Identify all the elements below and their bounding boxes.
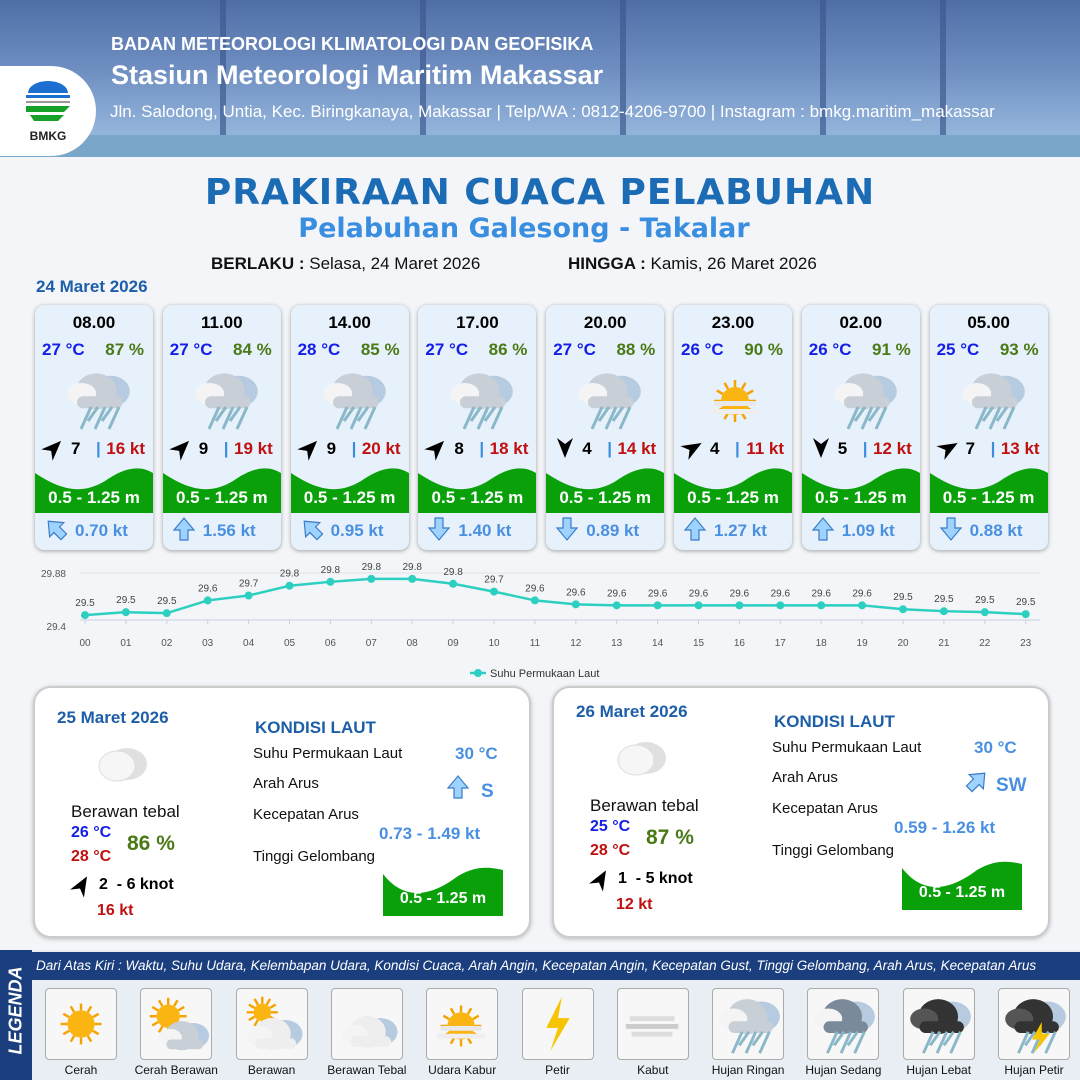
sst-value: 30 °C (455, 744, 498, 763)
legend (0, 950, 1080, 1080)
card-temperature: 27 °C (169, 340, 213, 359)
wind-direction-icon (171, 437, 191, 459)
x-tick: 13 (611, 638, 623, 649)
data-label: 29.5 (975, 595, 995, 607)
card-gust: 12 kt (873, 439, 912, 458)
data-label: 29.6 (729, 588, 750, 600)
temp-min: 26 °C (71, 824, 112, 841)
card-current-speed: 1.27 kt (714, 521, 767, 540)
data-label: 29.6 (606, 588, 627, 600)
data-point (858, 601, 866, 609)
data-label: 29.6 (811, 588, 831, 600)
legend-item-label: Kabut (637, 1063, 669, 1077)
x-tick: 14 (652, 638, 664, 649)
moderate-rain-icon (807, 988, 879, 1060)
overcast-icon (612, 734, 672, 784)
forecast-card (291, 305, 409, 550)
card-temperature: 26 °C (808, 340, 852, 359)
card-gust: 18 kt (489, 439, 529, 458)
card-wind-speed: 4 (710, 439, 720, 458)
station-name: Stasiun Meteorologi Maritim Makassar (111, 60, 604, 90)
divider: | (96, 439, 101, 458)
current-direction-label: Arah Arus (772, 769, 838, 786)
card-humidity: 93 % (999, 340, 1039, 359)
data-point (940, 607, 948, 615)
card-time: 05.00 (967, 313, 1010, 332)
current-direction-icon (938, 516, 964, 542)
card-temperature: 26 °C (681, 340, 724, 359)
daily-forecast-panel (33, 686, 531, 938)
x-tick: 18 (815, 638, 827, 649)
rain-icon (828, 363, 898, 433)
wind-direction-icon (426, 437, 446, 459)
card-current-speed: 0.89 kt (586, 521, 640, 540)
legend-item-label: Udara Kabur (428, 1063, 497, 1077)
current-direction-value: S (481, 781, 494, 802)
data-label: 29.6 (852, 588, 872, 600)
sea-condition-title: KONDISI LAUT (774, 712, 895, 731)
divider: | (990, 439, 996, 458)
data-label: 29.8 (402, 561, 422, 573)
temp-max: 28 °C (590, 842, 631, 859)
x-tick: 07 (365, 638, 377, 649)
card-wave-height: 0.5 - 1.25 m (303, 488, 396, 507)
wind-direction-icon (810, 437, 830, 459)
divider: | (351, 439, 357, 458)
card-time: 14.00 (328, 313, 371, 332)
data-point (286, 582, 294, 590)
data-point (490, 588, 498, 596)
card-current-speed: 1.40 kt (458, 521, 512, 540)
data-label: 29.5 (893, 592, 913, 604)
x-tick: 06 (324, 638, 336, 649)
x-tick: 21 (938, 638, 950, 649)
card-wind-speed: 8 (454, 439, 464, 458)
data-point (899, 605, 907, 613)
card-temperature: 25 °C (936, 340, 980, 359)
humidity: 87 % (646, 826, 694, 849)
legend-item-label: Petir (545, 1063, 570, 1077)
card-wave-height: 0.5 - 1.25 m (431, 488, 524, 507)
data-point (408, 575, 416, 583)
data-label: 29.6 (688, 588, 709, 600)
x-tick: 19 (856, 638, 868, 649)
sst-value: 30 °C (974, 738, 1017, 757)
card-humidity: 84 % (233, 340, 272, 359)
rain-icon (444, 363, 514, 433)
legend-item-label: Hujan Petir (1004, 1063, 1064, 1077)
card-wave-height: 0.5 - 1.25 m (687, 488, 779, 507)
divider: | (479, 439, 485, 458)
day1-date: 24 Maret 2026 (36, 277, 148, 296)
divider: | (607, 439, 612, 458)
cloudy-icon (236, 988, 308, 1060)
x-tick: 09 (447, 638, 459, 649)
data-point (817, 601, 825, 609)
card-wind-speed: 7 (965, 439, 976, 458)
card-current-speed: 0.88 kt (969, 521, 1023, 540)
card-temperature: 27 °C (553, 340, 596, 359)
wave-value: 0.5 - 1.25 m (399, 890, 487, 907)
wave-value: 0.5 - 1.25 m (918, 884, 1006, 901)
card-humidity: 85 % (360, 340, 400, 359)
y-tick: 29.88 (40, 569, 66, 580)
sun-icon (45, 988, 117, 1060)
rain-icon (61, 363, 131, 433)
current-direction-icon (426, 516, 452, 542)
x-tick: 01 (120, 638, 132, 649)
card-wave-height: 0.5 - 1.25 m (175, 488, 268, 507)
fog-icon (617, 988, 689, 1060)
data-point (735, 601, 743, 609)
card-current-speed: 0.95 kt (330, 521, 384, 540)
logo-text: BMKG (29, 129, 67, 143)
card-wave-height: 0.5 - 1.25 m (814, 488, 907, 507)
data-label: 29.6 (647, 588, 668, 600)
card-time: 23.00 (711, 313, 755, 332)
lightning-icon (522, 988, 594, 1060)
data-point (163, 609, 171, 617)
series-line (85, 579, 1026, 615)
current-speed-value: 0.59 - 1.26 kt (894, 818, 996, 837)
forecast-card (546, 305, 664, 550)
data-label: 29.5 (934, 594, 954, 606)
sst-label: Suhu Permukaan Laut (253, 745, 403, 762)
current-direction-icon (171, 516, 197, 542)
card-current-speed: 1.09 kt (841, 521, 895, 540)
x-tick: 23 (1020, 638, 1032, 649)
card-humidity: 88 % (616, 340, 656, 359)
daily-forecast-panel (552, 686, 1050, 938)
thunderstorm-icon (998, 988, 1070, 1060)
current-direction-icon (43, 516, 69, 542)
card-gust: 11 kt (746, 439, 784, 458)
x-tick: 03 (202, 638, 214, 649)
valid-to: HINGGA : Kamis, 26 Maret 2026 (568, 254, 817, 273)
wind-direction-icon (938, 437, 958, 459)
card-temperature: 28 °C (297, 340, 341, 359)
data-point (367, 575, 375, 583)
data-point (613, 601, 621, 609)
wind-direction-icon (299, 437, 319, 459)
bmkg-logo (0, 66, 96, 156)
card-time: 20.00 (583, 313, 627, 332)
wind-direction-icon (554, 437, 574, 459)
rain-icon (189, 363, 259, 433)
card-gust: 19 kt (234, 439, 273, 458)
x-tick: 05 (283, 638, 296, 649)
agency-name: BADAN METEOROLOGI KLIMATOLOGI DAN GEOFISIKA (111, 34, 594, 54)
x-tick: 12 (570, 638, 582, 649)
divider: | (862, 439, 868, 458)
card-current-speed: 1.56 kt (202, 521, 256, 540)
data-point (326, 578, 334, 586)
card-wave-height: 0.5 - 1.25 m (942, 488, 1035, 507)
heavy-rain-icon (903, 988, 975, 1060)
header-banner (0, 0, 1080, 157)
gust: 12 kt (616, 896, 653, 913)
page-title: PRAKIRAAN CUACA PELABUHAN (204, 172, 876, 213)
current-direction-label: Arah Arus (253, 775, 319, 792)
data-label: 29.8 (279, 568, 300, 580)
valid-from: BERLAKU : Selasa, 24 Maret 2026 (211, 254, 481, 273)
x-tick: 15 (692, 638, 705, 649)
data-point (81, 611, 89, 619)
legend-item-label: Hujan Sedang (805, 1063, 882, 1077)
sea-condition-title: KONDISI LAUT (255, 718, 376, 737)
rain-icon (317, 363, 387, 433)
current-speed-label: Kecepatan Arus (772, 800, 878, 817)
legend-item-label: Hujan Lebat (906, 1063, 972, 1077)
data-label: 29.6 (197, 583, 218, 595)
legend-title: LEGENDA (5, 966, 26, 1055)
panel-date: 26 Maret 2026 (576, 702, 688, 721)
data-label: 29.7 (484, 574, 504, 586)
card-wind-speed: 4 (582, 439, 592, 458)
card-humidity: 87 % (105, 340, 144, 359)
forecast-card (930, 305, 1048, 550)
legend-item-label: Cerah (64, 1063, 98, 1077)
current-direction-icon (810, 516, 836, 542)
forecast-card (163, 305, 281, 550)
wave-label: Tinggi Gelombang (772, 842, 895, 859)
data-label: 29.6 (770, 588, 791, 600)
data-label: 29.6 (525, 583, 545, 595)
contact-info: Jln. Salodong, Untia, Kec. Biringkanaya, Makassar | Telp/WA : 0812-4206-9700 | Instagram : bmkg.maritim_makassar (110, 102, 995, 121)
legend-item-label: Berawan Tebal (327, 1063, 407, 1077)
x-tick: 02 (161, 638, 173, 649)
data-point (531, 596, 539, 604)
current-direction-value: SW (996, 775, 1027, 796)
rain-icon (572, 363, 642, 433)
data-point (981, 608, 989, 616)
data-point (1022, 610, 1030, 618)
card-humidity: 90 % (744, 340, 783, 359)
x-tick: 17 (774, 638, 786, 649)
temp-max: 28 °C (71, 848, 112, 865)
data-label: 29.6 (566, 587, 586, 599)
card-current-speed: 0.70 kt (75, 521, 128, 540)
forecast-card (674, 305, 792, 550)
card-wave-height: 0.5 - 1.25 m (48, 488, 140, 507)
panel-date: 25 Maret 2026 (57, 708, 169, 727)
sst-chart (30, 560, 1080, 685)
card-gust: 13 kt (1000, 439, 1040, 458)
card-wave-height: 0.5 - 1.25 m (559, 488, 652, 507)
data-label: 29.8 (443, 566, 463, 578)
forecast-card (802, 305, 920, 550)
wind-speed: 1 - 5 knot (618, 870, 693, 887)
card-time: 08.00 (72, 313, 116, 332)
card-wind-speed: 9 (326, 439, 337, 458)
humidity: 86 % (127, 832, 175, 855)
data-label: 29.8 (320, 564, 341, 576)
legend-item-label: Cerah Berawan (134, 1063, 218, 1077)
x-tick: 11 (529, 638, 541, 649)
haze-icon (700, 363, 770, 433)
y-tick: 29.4 (46, 622, 66, 633)
card-time: 02.00 (839, 313, 883, 332)
card-time: 17.00 (456, 313, 499, 332)
x-tick: 22 (979, 638, 991, 649)
data-point (245, 592, 253, 600)
sst-label: Suhu Permukaan Laut (772, 739, 922, 756)
data-label: 29.5 (157, 596, 177, 608)
sun-cloud-icon (140, 988, 212, 1060)
current-speed-label: Kecepatan Arus (253, 806, 359, 823)
data-point (204, 596, 212, 604)
data-label: 29.5 (75, 598, 95, 610)
data-point (654, 601, 662, 609)
card-wind-speed: 5 (837, 439, 848, 458)
card-time: 11.00 (200, 313, 243, 332)
data-label: 29.8 (361, 561, 382, 573)
current-direction-icon (554, 516, 580, 542)
weather-condition: Berawan tebal (590, 796, 699, 815)
card-temperature: 27 °C (42, 340, 85, 359)
overcast-icon (331, 988, 403, 1060)
card-wind-speed: 9 (198, 439, 209, 458)
current-direction-icon (299, 516, 325, 542)
card-gust: 14 kt (617, 439, 657, 458)
card-gust: 20 kt (361, 439, 401, 458)
data-point (449, 580, 457, 588)
wind-speed: 2 - 6 knot (99, 876, 174, 893)
data-label: 29.5 (1015, 597, 1036, 609)
overcast-icon (93, 740, 153, 790)
x-tick: 20 (897, 638, 909, 649)
current-speed-value: 0.73 - 1.49 kt (379, 824, 481, 843)
card-wind-speed: 7 (71, 439, 81, 458)
legend-item-label: Berawan (247, 1063, 296, 1077)
data-label: 29.5 (116, 595, 136, 607)
data-point (776, 601, 784, 609)
data-label: 29.7 (238, 578, 259, 590)
forecast-card (35, 305, 153, 550)
x-tick: 04 (243, 638, 255, 649)
card-humidity: 91 % (872, 340, 911, 359)
wave-label: Tinggi Gelombang (253, 848, 376, 865)
legend-item-label: Hujan Ringan (711, 1063, 785, 1077)
divider: | (735, 439, 740, 458)
card-gust: 16 kt (106, 439, 145, 458)
divider: | (223, 439, 229, 458)
light-rain-icon (712, 988, 784, 1060)
x-tick: 10 (488, 638, 500, 649)
forecast-card (418, 305, 536, 550)
x-tick: 16 (733, 638, 745, 649)
haze-icon (426, 988, 498, 1060)
data-point (695, 601, 703, 609)
wind-direction-icon (682, 437, 702, 459)
legend-description: Dari Atas Kiri : Waktu, Suhu Udara, Kelembapan Udara, Kondisi Cuaca, Arah Angin, Kecepatan Angin, Kecepatan Gust, Tinggi Gelombang, Arah Arus, Kecepatan Arus (32, 952, 1080, 980)
x-tick: 00 (79, 638, 91, 649)
wind-direction-icon (43, 437, 63, 459)
card-humidity: 86 % (488, 340, 528, 359)
page-subtitle: Pelabuhan Galesong - Takalar (298, 213, 750, 244)
data-point (122, 608, 130, 616)
legend-label: Suhu Permukaan Laut (490, 668, 600, 680)
rain-icon (956, 363, 1026, 433)
card-temperature: 27 °C (425, 340, 469, 359)
temp-min: 25 °C (590, 818, 631, 835)
data-point (572, 600, 580, 608)
current-direction-icon (682, 516, 708, 542)
gust: 16 kt (97, 902, 134, 919)
weather-condition: Berawan tebal (71, 802, 180, 821)
x-tick: 08 (406, 638, 418, 649)
